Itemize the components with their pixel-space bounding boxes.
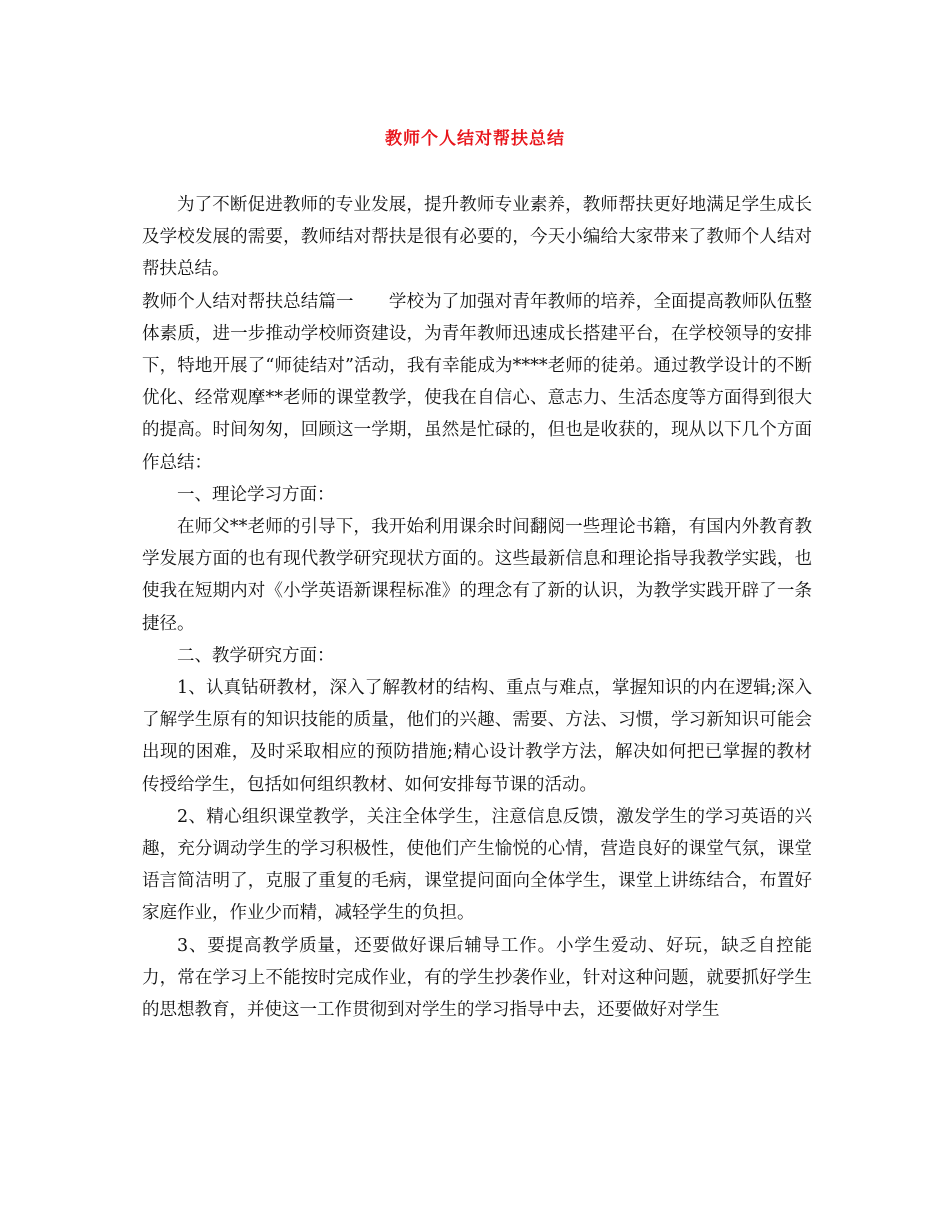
- section-heading-theory: 一、理论学习方面：: [177, 484, 335, 505]
- paragraph-intro: 为了不断促进教师的专业发展，提升教师专业素养，教师帮扶更好地满足学生成长及学校发展的需要，教师结对帮扶是很有必要的，今天小编给大家带来了教师个人结对帮扶总结。: [142, 195, 812, 280]
- paragraph-item-3: 3、要提高教学质量，还要做好课后辅导工作。小学生爱动、好玩，缺乏自控能力，常在学习上不能按时完成作业，有的学生抄袭作业，针对这种问题，就要抓好学生的思想教育，并使这一工作贯彻到对学生的学习指导中去，还要做好对学生: [142, 935, 812, 1021]
- paragraph-item-2: 2、精心组织课堂教学，关注全体学生，注意信息反馈，激发学生的学习英语的兴趣，充分调动学生的学习积极性，使他们产生愉悦的心情，营造良好的课堂气氛，课堂语言简洁明了，克服了重复的毛病，课堂提问面向全体学生，课堂上讲练结合，布置好家庭作业，作业少而精，减轻学生的负担。: [142, 806, 812, 924]
- section-heading-research: 二、教学研究方面：: [177, 645, 335, 666]
- paragraph-theory: 在师父**老师的引导下，我开始利用课余时间翻阅一些理论书籍，有国内外教育教学发展方面的也有现代教学研究现状方面的。这些最新信息和理论指导我教学实践，也使我在短期内对《小学英语新课程标准》的理念有了新的认识，为教学实践开辟了一条捷径。: [142, 517, 812, 634]
- document-body: [142, 189, 812, 1026]
- document-title: 教师个人结对帮扶总结: [385, 129, 565, 149]
- paragraph-item-1: 1、认真钻研教材，深入了解教材的结构、重点与难点，掌握知识的内在逻辑;深入了解学生原有的知识技能的质量，他们的兴趣、需要、方法、习惯，学习新知识可能会出现的困难，及时采取相应的预防措施;精心设计教学方法，解决如何把已掌握的教材传授给学生，包括如何组织教材、如何安排每节课的活动。: [142, 678, 812, 795]
- paragraph-part-one: 教师个人结对帮扶总结篇一 学校为了加强对青年教师的培养，全面提高教师队伍整体素质，进一步推动学校师资建设，为青年教师迅速成长搭建平台，在学校领导的安排下，特地开展了“师徒结对”活动，我有幸能成为****老师的徒弟。通过教学设计的不断优化、经常观摩**老师的课堂教学，使我在自信心、意志力、生活态度等方面得到很大的提高。时间匆匆，回顾这一学期，虽然是忙碌的，但也是收获的，现从以下几个方面作总结：: [142, 291, 812, 473]
